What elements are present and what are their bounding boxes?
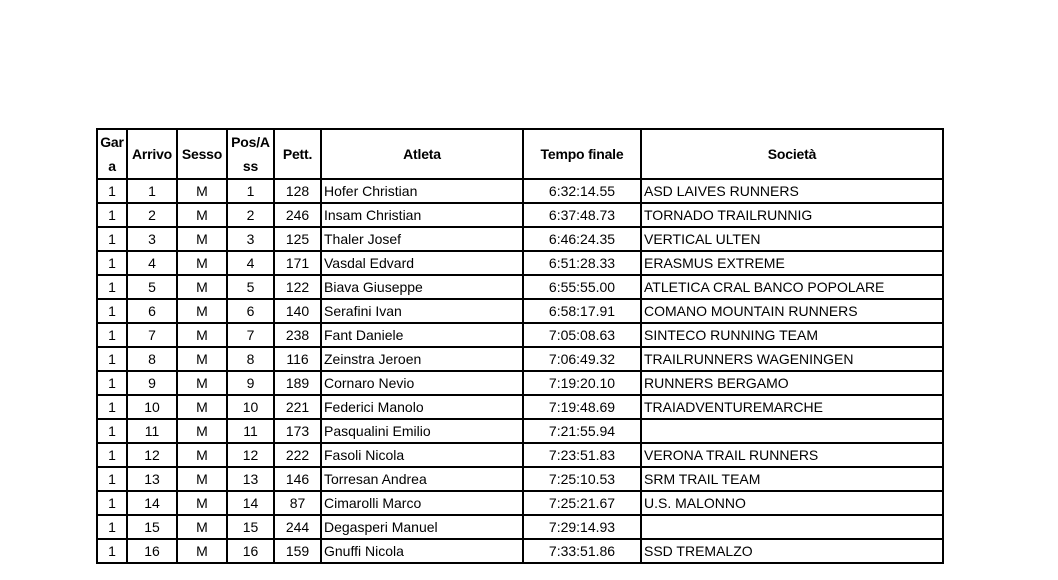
table-row	[97, 323, 943, 347]
cell-arrivo: 12	[127, 443, 177, 467]
cell-sesso: M	[177, 323, 227, 347]
cell-tempo-finale: 7:19:48.69	[523, 395, 641, 419]
cell-pos-ass: 3	[227, 227, 274, 251]
cell-tempo-finale: 6:55:55.00	[523, 275, 641, 299]
cell-gara: 1	[97, 371, 127, 395]
cell-arrivo: 14	[127, 491, 177, 515]
cell-tempo-finale: 7:25:10.53	[523, 467, 641, 491]
table-row	[97, 371, 943, 395]
cell-sesso: M	[177, 419, 227, 443]
header-gara: Gara	[97, 129, 127, 179]
cell-gara: 1	[97, 251, 127, 275]
cell-gara: 1	[97, 515, 127, 539]
cell-sesso: M	[177, 347, 227, 371]
table-row	[97, 395, 943, 419]
cell-tempo-finale: 6:51:28.33	[523, 251, 641, 275]
cell-societa	[641, 419, 943, 443]
cell-societa: TRAIADVENTUREMARCHE	[641, 395, 943, 419]
cell-tempo-finale: 6:46:24.35	[523, 227, 641, 251]
cell-pett: 128	[274, 179, 321, 203]
cell-sesso: M	[177, 275, 227, 299]
cell-pos-ass: 14	[227, 491, 274, 515]
header-atleta: Atleta	[321, 129, 523, 179]
cell-arrivo: 15	[127, 515, 177, 539]
cell-atleta: Degasperi Manuel	[321, 515, 523, 539]
table-row	[97, 419, 943, 443]
cell-atleta: Cornaro Nevio	[321, 371, 523, 395]
cell-pos-ass: 6	[227, 299, 274, 323]
cell-gara: 1	[97, 443, 127, 467]
cell-sesso: M	[177, 539, 227, 563]
header-arrivo: Arrivo	[127, 129, 177, 179]
cell-gara: 1	[97, 179, 127, 203]
table-row	[97, 443, 943, 467]
cell-pos-ass: 12	[227, 443, 274, 467]
cell-tempo-finale: 7:33:51.86	[523, 539, 641, 563]
table-row	[97, 515, 943, 539]
cell-atleta: Thaler Josef	[321, 227, 523, 251]
cell-gara: 1	[97, 323, 127, 347]
cell-gara: 1	[97, 203, 127, 227]
cell-atleta: Pasqualini Emilio	[321, 419, 523, 443]
cell-arrivo: 11	[127, 419, 177, 443]
cell-pos-ass: 15	[227, 515, 274, 539]
cell-arrivo: 9	[127, 371, 177, 395]
cell-atleta: Torresan Andrea	[321, 467, 523, 491]
cell-sesso: M	[177, 371, 227, 395]
cell-arrivo: 7	[127, 323, 177, 347]
header-pett: Pett.	[274, 129, 321, 179]
cell-atleta: Hofer Christian	[321, 179, 523, 203]
cell-atleta: Gnuffi Nicola	[321, 539, 523, 563]
cell-tempo-finale: 7:29:14.93	[523, 515, 641, 539]
cell-gara: 1	[97, 227, 127, 251]
cell-pett: 87	[274, 491, 321, 515]
cell-tempo-finale: 7:19:20.10	[523, 371, 641, 395]
cell-pett: 125	[274, 227, 321, 251]
cell-tempo-finale: 7:06:49.32	[523, 347, 641, 371]
cell-sesso: M	[177, 251, 227, 275]
cell-pett: 221	[274, 395, 321, 419]
cell-arrivo: 8	[127, 347, 177, 371]
cell-pos-ass: 8	[227, 347, 274, 371]
cell-sesso: M	[177, 395, 227, 419]
cell-pos-ass: 10	[227, 395, 274, 419]
table-row	[97, 203, 943, 227]
cell-pos-ass: 7	[227, 323, 274, 347]
cell-atleta: Zeinstra Jeroen	[321, 347, 523, 371]
cell-tempo-finale: 6:32:14.55	[523, 179, 641, 203]
cell-pos-ass: 1	[227, 179, 274, 203]
table-row	[97, 467, 943, 491]
cell-societa: SINTECO RUNNING TEAM	[641, 323, 943, 347]
cell-gara: 1	[97, 491, 127, 515]
table-row	[97, 275, 943, 299]
cell-tempo-finale: 7:21:55.94	[523, 419, 641, 443]
results-table	[96, 128, 944, 564]
cell-arrivo: 1	[127, 179, 177, 203]
cell-gara: 1	[97, 395, 127, 419]
cell-pos-ass: 2	[227, 203, 274, 227]
cell-arrivo: 3	[127, 227, 177, 251]
cell-gara: 1	[97, 539, 127, 563]
cell-tempo-finale: 6:37:48.73	[523, 203, 641, 227]
table-row	[97, 539, 943, 563]
cell-societa	[641, 515, 943, 539]
cell-atleta: Federici Manolo	[321, 395, 523, 419]
cell-pett: 244	[274, 515, 321, 539]
cell-tempo-finale: 7:23:51.83	[523, 443, 641, 467]
cell-pett: 171	[274, 251, 321, 275]
cell-tempo-finale: 7:05:08.63	[523, 323, 641, 347]
cell-arrivo: 13	[127, 467, 177, 491]
cell-societa: VERONA TRAIL RUNNERS	[641, 443, 943, 467]
cell-atleta: Insam Christian	[321, 203, 523, 227]
cell-pos-ass: 11	[227, 419, 274, 443]
cell-societa: ERASMUS EXTREME	[641, 251, 943, 275]
cell-arrivo: 2	[127, 203, 177, 227]
cell-gara: 1	[97, 419, 127, 443]
header-row	[97, 129, 943, 179]
cell-sesso: M	[177, 227, 227, 251]
cell-atleta: Biava Giuseppe	[321, 275, 523, 299]
cell-societa: TORNADO TRAILRUNNIG	[641, 203, 943, 227]
cell-tempo-finale: 6:58:17.91	[523, 299, 641, 323]
cell-arrivo: 16	[127, 539, 177, 563]
cell-pos-ass: 4	[227, 251, 274, 275]
cell-gara: 1	[97, 275, 127, 299]
cell-atleta: Vasdal Edvard	[321, 251, 523, 275]
cell-arrivo: 4	[127, 251, 177, 275]
cell-atleta: Serafini Ivan	[321, 299, 523, 323]
cell-sesso: M	[177, 467, 227, 491]
table-row	[97, 299, 943, 323]
cell-atleta: Fasoli Nicola	[321, 443, 523, 467]
cell-societa: U.S. MALONNO	[641, 491, 943, 515]
cell-pett: 159	[274, 539, 321, 563]
header-tempo-finale: Tempo finale	[523, 129, 641, 179]
header-pos-ass: Pos/Ass	[227, 129, 274, 179]
cell-sesso: M	[177, 203, 227, 227]
cell-arrivo: 10	[127, 395, 177, 419]
cell-pett: 116	[274, 347, 321, 371]
table-row	[97, 179, 943, 203]
cell-pett: 238	[274, 323, 321, 347]
cell-pett: 189	[274, 371, 321, 395]
cell-atleta: Fant Daniele	[321, 323, 523, 347]
cell-societa: COMANO MOUNTAIN RUNNERS	[641, 299, 943, 323]
cell-arrivo: 6	[127, 299, 177, 323]
table-row	[97, 491, 943, 515]
cell-pett: 140	[274, 299, 321, 323]
cell-pett: 122	[274, 275, 321, 299]
cell-societa: SSD TREMALZO	[641, 539, 943, 563]
cell-arrivo: 5	[127, 275, 177, 299]
cell-societa: ASD LAIVES RUNNERS	[641, 179, 943, 203]
cell-atleta: Cimarolli Marco	[321, 491, 523, 515]
cell-sesso: M	[177, 299, 227, 323]
table-row	[97, 251, 943, 275]
cell-societa: ATLETICA CRAL BANCO POPOLARE	[641, 275, 943, 299]
cell-sesso: M	[177, 515, 227, 539]
header-sesso: Sesso	[177, 129, 227, 179]
cell-pett: 173	[274, 419, 321, 443]
results-sheet	[96, 128, 944, 564]
cell-gara: 1	[97, 347, 127, 371]
cell-sesso: M	[177, 443, 227, 467]
cell-pett: 246	[274, 203, 321, 227]
table-row	[97, 347, 943, 371]
header-societa: Società	[641, 129, 943, 179]
cell-sesso: M	[177, 491, 227, 515]
cell-sesso: M	[177, 179, 227, 203]
cell-pett: 146	[274, 467, 321, 491]
cell-pos-ass: 9	[227, 371, 274, 395]
cell-pett: 222	[274, 443, 321, 467]
cell-pos-ass: 13	[227, 467, 274, 491]
cell-gara: 1	[97, 299, 127, 323]
table-row	[97, 227, 943, 251]
cell-societa: RUNNERS BERGAMO	[641, 371, 943, 395]
cell-societa: VERTICAL ULTEN	[641, 227, 943, 251]
cell-tempo-finale: 7:25:21.67	[523, 491, 641, 515]
cell-pos-ass: 5	[227, 275, 274, 299]
cell-pos-ass: 16	[227, 539, 274, 563]
cell-societa: SRM TRAIL TEAM	[641, 467, 943, 491]
cell-societa: TRAILRUNNERS WAGENINGEN	[641, 347, 943, 371]
cell-gara: 1	[97, 467, 127, 491]
